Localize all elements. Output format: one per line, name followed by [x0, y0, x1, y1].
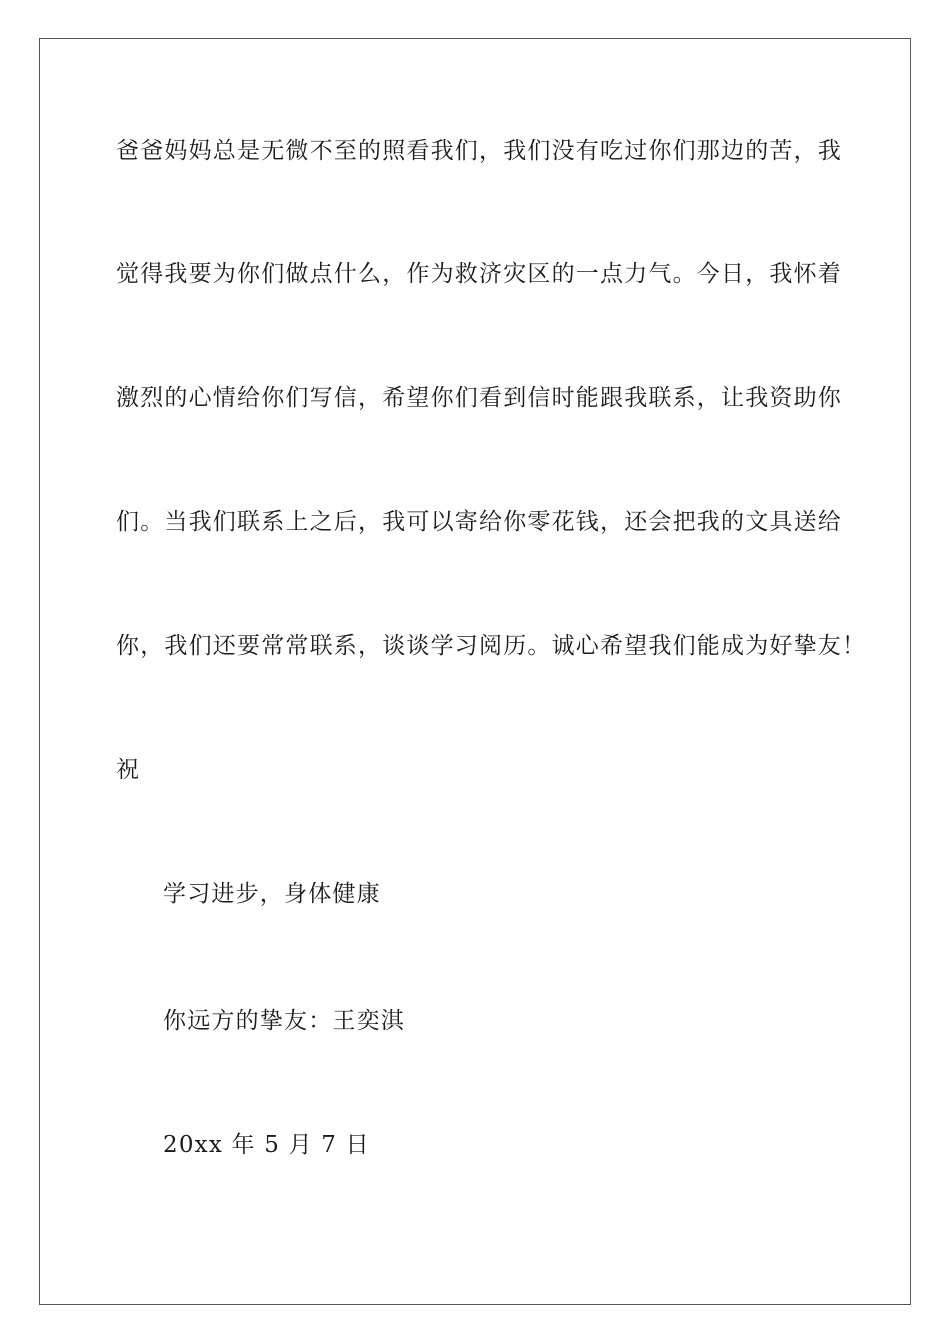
signature: 你远方的挚友：王奕淇: [163, 1008, 405, 1034]
letter-body-line-2: 觉得我要为你们做点什么，作为救济灾区的一点力气。今日，我怀着: [116, 261, 842, 287]
letter-body-line-3: 激烈的心情给你们写信，希望你们看到信时能跟我联系，让我资助你: [116, 385, 842, 411]
letter-body-line-4: 们。当我们联系上之后，我可以寄给你零花钱，还会把我的文具送给: [116, 509, 842, 535]
letter-body-line-5: 你，我们还要常常联系，谈谈学习阅历。诚心希望我们能成为好挚友！: [116, 633, 867, 659]
page-border: [39, 38, 911, 1305]
closing-wish: 学习进步，身体健康: [163, 881, 381, 907]
letter-body-line-1: 爸爸妈妈总是无微不至的照看我们，我们没有吃过你们那边的苦，我: [116, 138, 842, 164]
letter-date: 20xx 年 5 月 7 日: [163, 1132, 370, 1158]
closing-word: 祝: [116, 757, 141, 783]
